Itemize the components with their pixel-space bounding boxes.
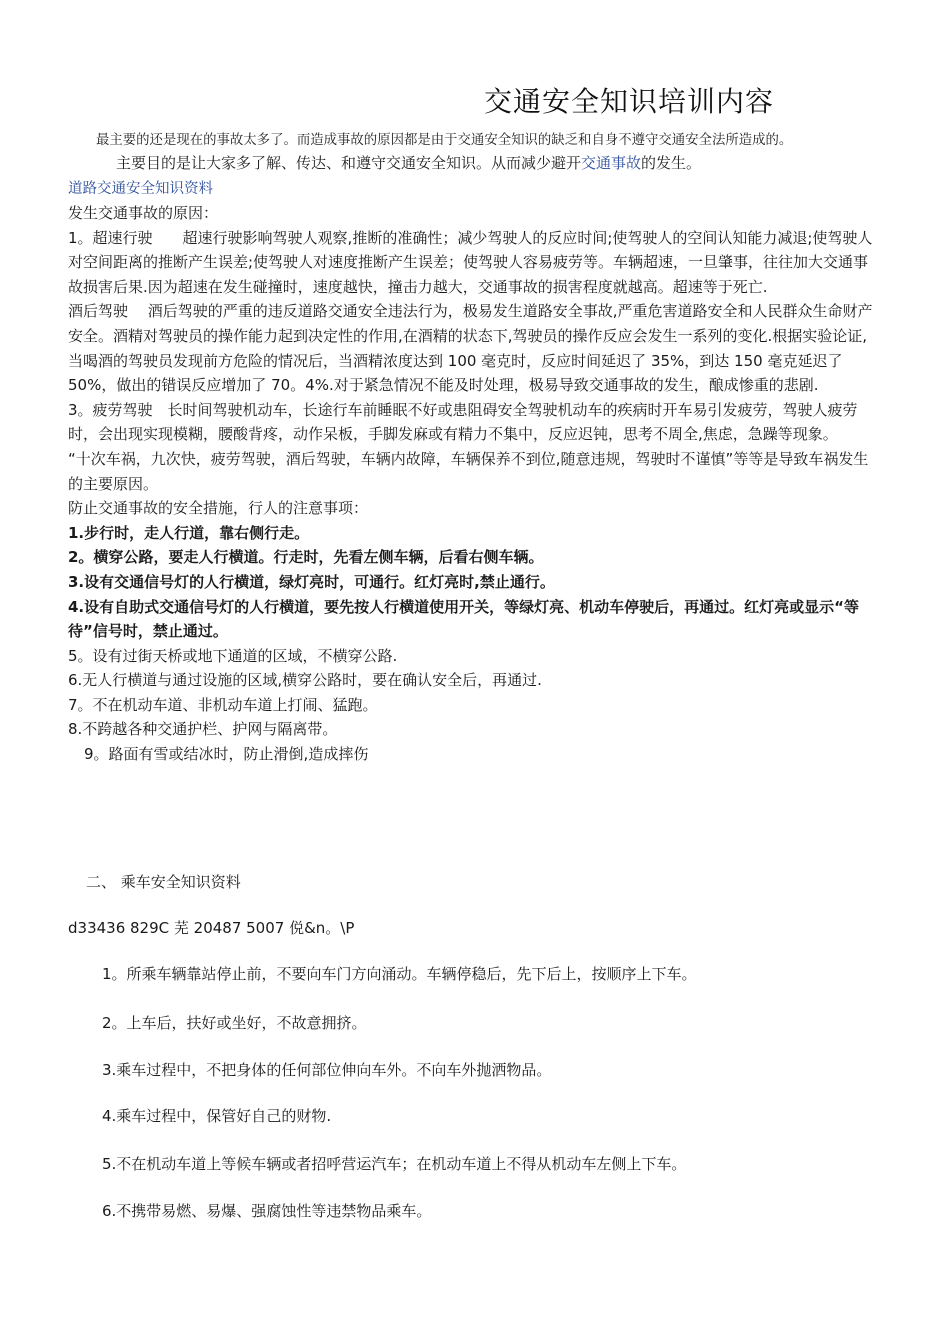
pedestrian-heading: 防止交通事故的安全措施，行人的注意事项： [68, 499, 369, 518]
intro-line-2 [116, 152, 701, 173]
riding-rule: 2。上车后，扶好或坐好，不故意拥挤。 [102, 1014, 367, 1032]
pedestrian-rule: 9。路面有雪或结冰时，防止滑倒,造成摔伤 [84, 745, 369, 764]
cause-drunk-driving: 酒后驾驶 酒后驾驶的严重的违反道路交通安全违法行为，极易发生道路安全事故,严重危害道路安全和人民群众生命财产安全。酒精对驾驶员的操作能力起到决定性的作用,在酒精的状态下,驾驶员的操作反应会发生一系列的变化.根据实验论证,当喝酒的驾驶员发现前方危险的情况后，当酒精浓度达到 100 毫克时，反应时间延迟了 35%，到达 150 毫克延迟了 50%，做出的错误反应增加了 70。4%.对于紧急情况不能及时处理，极易导致交通事故的发生，酿成惨重的悲剧. [68, 302, 873, 395]
cause-speeding: 1。超速行驶 超速行驶影响驾驶人观察,推断的准确性；减少驾驶人的反应时间;使驾驶人的空间认知能力减退;使驾驶人对空间距离的推断产生误差;使驾驶人对速度推断产生误差；使驾驶人容易疲劳等。车辆超速，一旦肇事，往往加大交通事故损害后果.因为超速在发生碰撞时，速度越快，撞击力越大，交通事故的损害程度就越高。超速等于死亡. [68, 228, 873, 296]
pedestrian-rule: 1.步行时，走人行道，靠右侧行走。 [68, 523, 310, 542]
intro-text-before: 主要目的是让大家多了解、传达、和遵守交通安全知识。从而减少避开 [116, 154, 582, 172]
pedestrian-rule: 2。横穿公路，要走人行横道。行走时，先看左侧车辆，后看右侧车辆。 [68, 548, 544, 567]
pedestrian-rule: 3.设有交通信号灯的人行横道，绿灯亮时，可通行。红灯亮时,禁止通行。 [68, 572, 555, 591]
document-title: 交通安全知识培训内容 [484, 85, 775, 118]
pedestrian-rule: 6.无人行横道与通过设施的区域,横穿公路时，要在确认安全后，再通过. [68, 671, 542, 690]
pedestrian-rule: 7。不在机动车道、非机动车道上打闹、猛跑。 [68, 695, 378, 714]
pedestrian-rule: 5。设有过街天桥或地下通道的区域，不横穿公路. [68, 646, 398, 665]
main-content [68, 201, 880, 767]
traffic-accident-link[interactable]: 交通事故 [581, 154, 642, 172]
causes-summary-quote: “十次车祸，九次快，疲劳驾驶，酒后驾驶，车辆内故障，车辆保养不到位,随意违规，驾驶时不谨慎”等等是导致车祸发生的主要原因。 [68, 449, 869, 493]
riding-safety-heading: 二、 乘车安全知识资料 [86, 873, 241, 891]
pedestrian-rule: 4.设有自助式交通信号灯的人行横道，要先按人行横道使用开关，等绿灯亮、机动车停驶后，再通过。红灯亮或显示“等待”信号时，禁止通过。 [68, 597, 859, 641]
pedestrian-rule: 8.不跨越各种交通护栏、护网与隔离带。 [68, 720, 338, 739]
intro-line-1: 最主要的还是现在的事故太多了。而造成事故的原因都是由于交通安全知识的缺乏和自身不遵守交通安全法所造成的。 [96, 133, 793, 148]
cause-fatigue: 3。疲劳驾驶 长时间驾驶机动车，长途行车前睡眠不好或患阻碍安全驾驶机动车的疾病时开车易引发疲劳，驾驶人疲劳时，会出现实现模糊，腰酸背疼，动作呆板，手脚发麻或有精力不集中，反应迟钝，思考不周全,焦虑，急躁等现象。 [68, 400, 858, 444]
causes-heading: 发生交通事故的原因： [68, 204, 219, 222]
garbled-code-line: d33436 829C 芜 20487 5007 侻&n。\P [68, 919, 355, 937]
riding-rule: 3.乘车过程中，不把身体的任何部位伸向车外。不向车外抛洒物品。 [102, 1061, 552, 1079]
road-safety-section-link[interactable]: 道路交通安全知识资料 [68, 181, 213, 197]
riding-rule: 6.不携带易燃、易爆、强腐蚀性等违禁物品乘车。 [102, 1202, 432, 1220]
riding-rule: 1。所乘车辆靠站停止前，不要向车门方向涌动。车辆停稳后，先下后上，按顺序上下车。 [102, 965, 697, 983]
intro-text-after: 的发生。 [641, 154, 702, 172]
riding-rule: 5.不在机动车道上等候车辆或者招呼营运汽车；在机动车道上不得从机动车左侧上下车。 [102, 1155, 687, 1173]
riding-rule: 4.乘车过程中，保管好自己的财物. [102, 1107, 332, 1125]
